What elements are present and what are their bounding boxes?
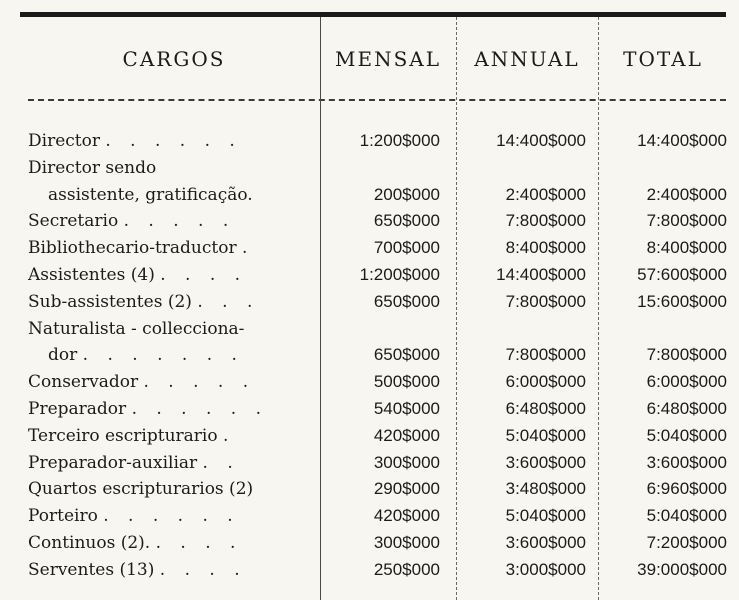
header-annual: ANNUAL <box>474 47 580 71</box>
dot-leader: . . . . . <box>143 372 256 393</box>
cargo-label: Director sendo <box>28 157 157 178</box>
mensal-value: 1:200$000 <box>359 131 440 150</box>
cargo-name <box>28 235 247 262</box>
header-rule <box>28 99 726 101</box>
cargo-label: Porteiro <box>28 506 98 527</box>
cargo-name <box>28 369 255 396</box>
mensal-value: 420$000 <box>373 506 440 526</box>
total-value: 39:000$000 <box>637 559 727 579</box>
annual-value: 8:400$000 <box>505 238 586 258</box>
table-row <box>0 262 739 289</box>
total-value: 7:800$000 <box>646 211 727 231</box>
table-row <box>0 182 739 209</box>
table-row <box>0 208 739 235</box>
cargo-label: Bibliothecario-traductor . <box>28 238 248 259</box>
cargo-name <box>28 423 235 450</box>
cargo-name <box>28 262 247 289</box>
annual-value: 7:800$000 <box>505 211 586 231</box>
dot-leader: . . . <box>197 291 260 312</box>
annual-value: 3:600$000 <box>505 532 586 552</box>
cargo-name <box>48 182 253 209</box>
table-row <box>0 369 739 396</box>
dot-leader: . . . . . . <box>131 398 269 419</box>
dot-leader: . . . . . . . <box>82 345 244 366</box>
total-value: 15:600$000 <box>637 291 727 311</box>
cargo-label: Preparador <box>28 398 127 419</box>
table-row <box>0 342 739 369</box>
dot-leader: . . <box>202 452 240 473</box>
dot-leader: . . . . . <box>123 211 236 232</box>
table-row <box>0 289 739 316</box>
mensal-value: 650$000 <box>373 291 440 311</box>
cargo-name <box>28 450 240 477</box>
mensal-value: 650$000 <box>373 345 440 365</box>
cargo-name <box>28 557 247 584</box>
total-value: 14:400$000 <box>637 131 727 150</box>
total-value: 8:400$000 <box>646 238 727 258</box>
mensal-value: 300$000 <box>373 532 440 552</box>
total-value: 5:040$000 <box>646 506 727 526</box>
annual-value: 7:800$000 <box>505 345 586 365</box>
annual-value: 14:400$000 <box>496 264 586 284</box>
dot-leader: . . . . <box>155 532 243 553</box>
table-row <box>0 235 739 262</box>
table-row <box>0 155 739 182</box>
mensal-value: 1:200$000 <box>359 264 440 284</box>
dot-leader: . <box>223 425 236 446</box>
dot-leader: . . . . <box>160 264 248 285</box>
annual-value: 3:000$000 <box>505 559 586 579</box>
cargo-label: Assistentes (4) <box>28 264 155 285</box>
cargo-label: Director <box>28 131 100 151</box>
mensal-value: 700$000 <box>373 238 440 258</box>
table-row <box>0 450 739 477</box>
mensal-value: 540$000 <box>373 398 440 418</box>
mensal-value: 500$000 <box>373 372 440 392</box>
cargo-label: Serventes (13) <box>28 559 155 580</box>
mensal-value: 420$000 <box>373 425 440 445</box>
annual-value: 7:800$000 <box>505 291 586 311</box>
cargo-name <box>28 208 235 235</box>
cargo-name <box>28 316 244 343</box>
cargo-label: Quartos escripturarios (2) <box>28 479 254 500</box>
total-value: 6:960$000 <box>646 479 727 499</box>
table-row <box>0 503 739 530</box>
annual-value: 5:040$000 <box>505 425 586 445</box>
mensal-value: 290$000 <box>373 479 440 499</box>
table-row <box>0 396 739 423</box>
cargo-label: Terceiro escripturario <box>28 425 218 446</box>
table-row <box>0 316 739 343</box>
total-value: 57:600$000 <box>637 264 727 284</box>
cargo-label: Secretario <box>28 211 119 232</box>
table-row <box>0 128 739 155</box>
annual-value: 3:480$000 <box>505 479 586 499</box>
table-body <box>0 128 739 584</box>
total-value: 6:000$000 <box>646 372 727 392</box>
total-value: 6:480$000 <box>646 398 727 418</box>
mensal-value: 300$000 <box>373 452 440 472</box>
total-value: 5:040$000 <box>646 425 727 445</box>
cargo-label: Conservador <box>28 372 139 393</box>
total-value: 7:800$000 <box>646 345 727 365</box>
cargo-label: assistente, gratificação. <box>48 184 253 205</box>
dot-leader: . . . . . . <box>105 131 242 151</box>
top-rule <box>20 12 726 17</box>
dot-leader: . . . . <box>159 559 247 580</box>
cargo-name <box>48 342 244 369</box>
mensal-value: 200$000 <box>373 184 440 204</box>
header-total: TOTAL <box>623 47 703 71</box>
cargo-name <box>28 503 240 530</box>
annual-value: 5:040$000 <box>505 506 586 526</box>
table-row <box>0 557 739 584</box>
header-mensal: MENSAL <box>334 47 441 71</box>
cargo-name <box>28 289 259 316</box>
cargo-name <box>28 530 242 557</box>
annual-value: 14:400$000 <box>496 131 586 150</box>
total-value: 2:400$000 <box>646 184 727 204</box>
header-cargos: CARGOS <box>122 47 226 71</box>
annual-value: 6:480$000 <box>505 398 586 418</box>
table-row <box>0 423 739 450</box>
cargo-name <box>28 128 242 155</box>
annual-value: 2:400$000 <box>505 184 586 204</box>
total-value: 7:200$000 <box>646 532 727 552</box>
mensal-value: 250$000 <box>373 559 440 579</box>
table-row <box>0 476 739 503</box>
cargo-name <box>28 476 253 503</box>
cargo-label: Preparador-auxiliar <box>28 452 198 473</box>
dot-leader: . . . . . . <box>103 506 240 527</box>
cargo-name <box>28 396 268 423</box>
table-row <box>0 530 739 557</box>
annual-value: 6:000$000 <box>505 372 586 392</box>
cargo-label: dor <box>48 345 78 366</box>
annual-value: 3:600$000 <box>505 452 586 472</box>
cargo-name <box>28 155 156 182</box>
mensal-value: 650$000 <box>373 211 440 231</box>
cargo-label: Continuos (2). <box>28 532 151 553</box>
total-value: 3:600$000 <box>646 452 727 472</box>
cargo-label: Sub-assistentes (2) <box>28 291 192 312</box>
cargo-label: Naturalista - colleccionа- <box>28 318 245 339</box>
